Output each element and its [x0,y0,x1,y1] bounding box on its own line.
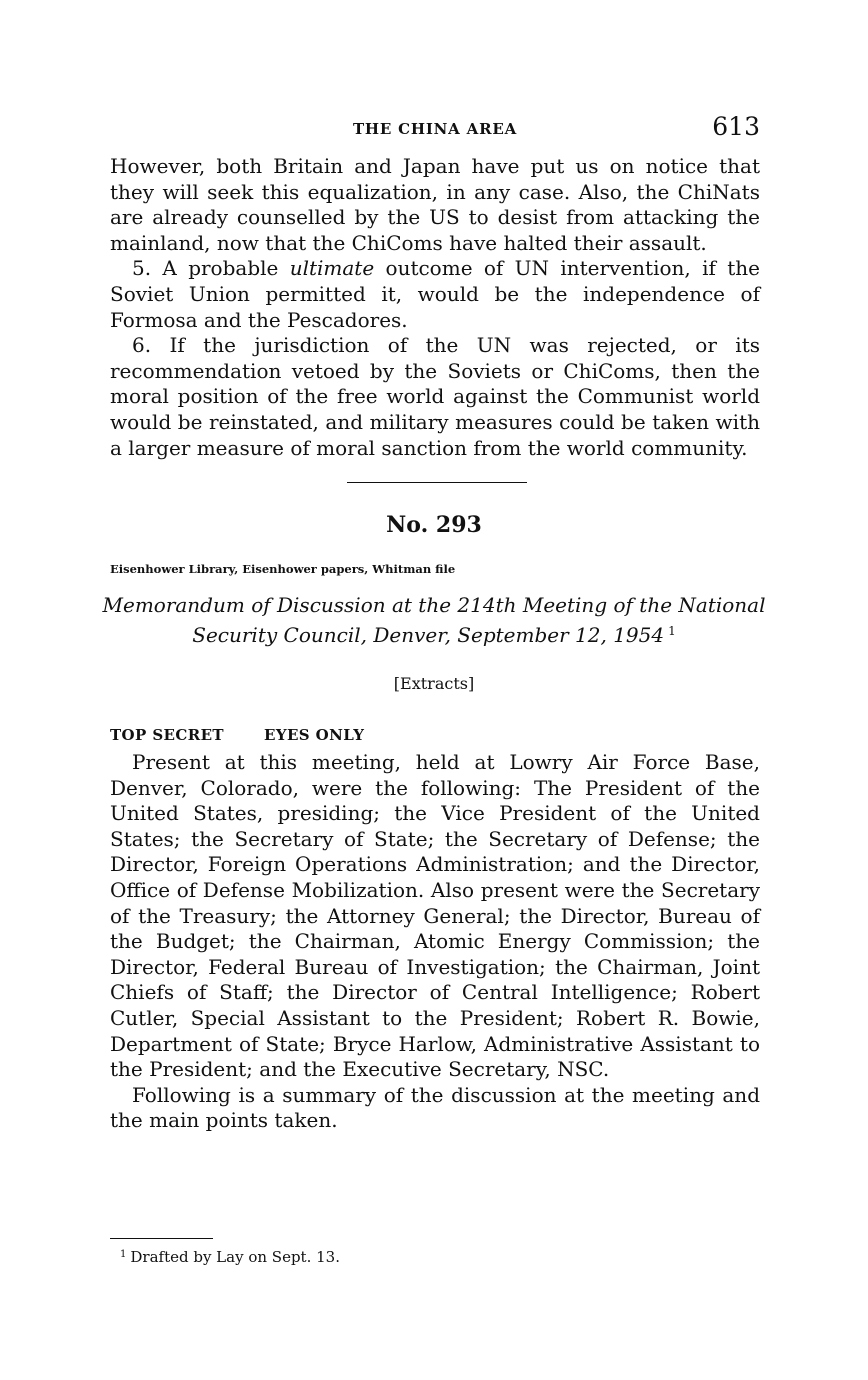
footnote-reference: 1 [668,624,676,638]
document-title-text: Memorandum of Discussion at the 214th Meeting of the National Security Council, Denver, September 12, 1954 [102,593,766,647]
document-title [100,592,768,648]
paragraph-5-emphasis: ultimate [289,256,375,281]
running-head [110,112,760,142]
footnote-divider [110,1238,213,1239]
footnote-mark: 1 [120,1249,127,1260]
summary-paragraph: Following is a summary of the discussion at the meeting and the main points taken. [110,1082,760,1133]
footnote [120,1248,340,1266]
numbered-paragraph-5 [110,256,760,333]
numbered-paragraph-6: 6. If the jurisdiction of the UN was rejected, or its recommendation vetoed by the Soviets or ChiComs, then the moral position of the free world against the Communist world would be reinstated, and military measures could be taken with a larger measure of moral sanction from the world community. [110,333,760,460]
footnote-text: Drafted by Lay on Sept. 13. [130,1248,340,1266]
classification-marking: TOP SECRET [110,726,224,744]
continued-paragraph: However, both Britain and Japan have put us on notice that they will seek this equalization, in any case. Also, the ChiNats are already counselled by the US to desist from attacking the mainland, now that the ChiComs have halted their assault. [110,154,760,255]
paragraph-5-start: 5. A probable [132,256,290,281]
extracts-label: [Extracts] [393,674,475,693]
continued-text-block [110,154,760,461]
section-divider [347,482,527,483]
source-note: Eisenhower Library, Eisenhower papers, Whitman file [110,562,456,576]
running-title: THE CHINA AREA [352,120,518,138]
paragraph-5-end: outcome of UN intervention, if the Soviet Union permitted it, would be the independence of Formosa and the Pescadores. [110,256,761,332]
handling-marking: EYES ONLY [264,726,365,744]
memorandum-text-block [110,750,760,1134]
classification-line [110,726,364,744]
page-number: 613 [712,112,760,141]
document-number: No. 293 [386,512,482,538]
attendees-paragraph: Present at this meeting, held at Lowry Air Force Base, Denver, Colorado, were the following: The President of the United States, presiding; the Vice President of the United States; the Secretary of State; the Secretary of Defense; the Director, Foreign Operations Administration; and the Director, Office of Defense Mobilization. Also present were the Secretary of the Treasury; the Attorney General; the Director, Bureau of the Budget; the Chairman, Atomic Energy Commission; the Director, Federal Bureau of Investigation; the Chairman, Joint Chiefs of Staff; the Director of Central Intelligence; Robert Cutler, Special Assistant to the President; Robert R. Bowie, Department of State; Bryce Harlow, Administrative Assistant to the President; and the Executive Secretary, NSC. [110,750,760,1082]
